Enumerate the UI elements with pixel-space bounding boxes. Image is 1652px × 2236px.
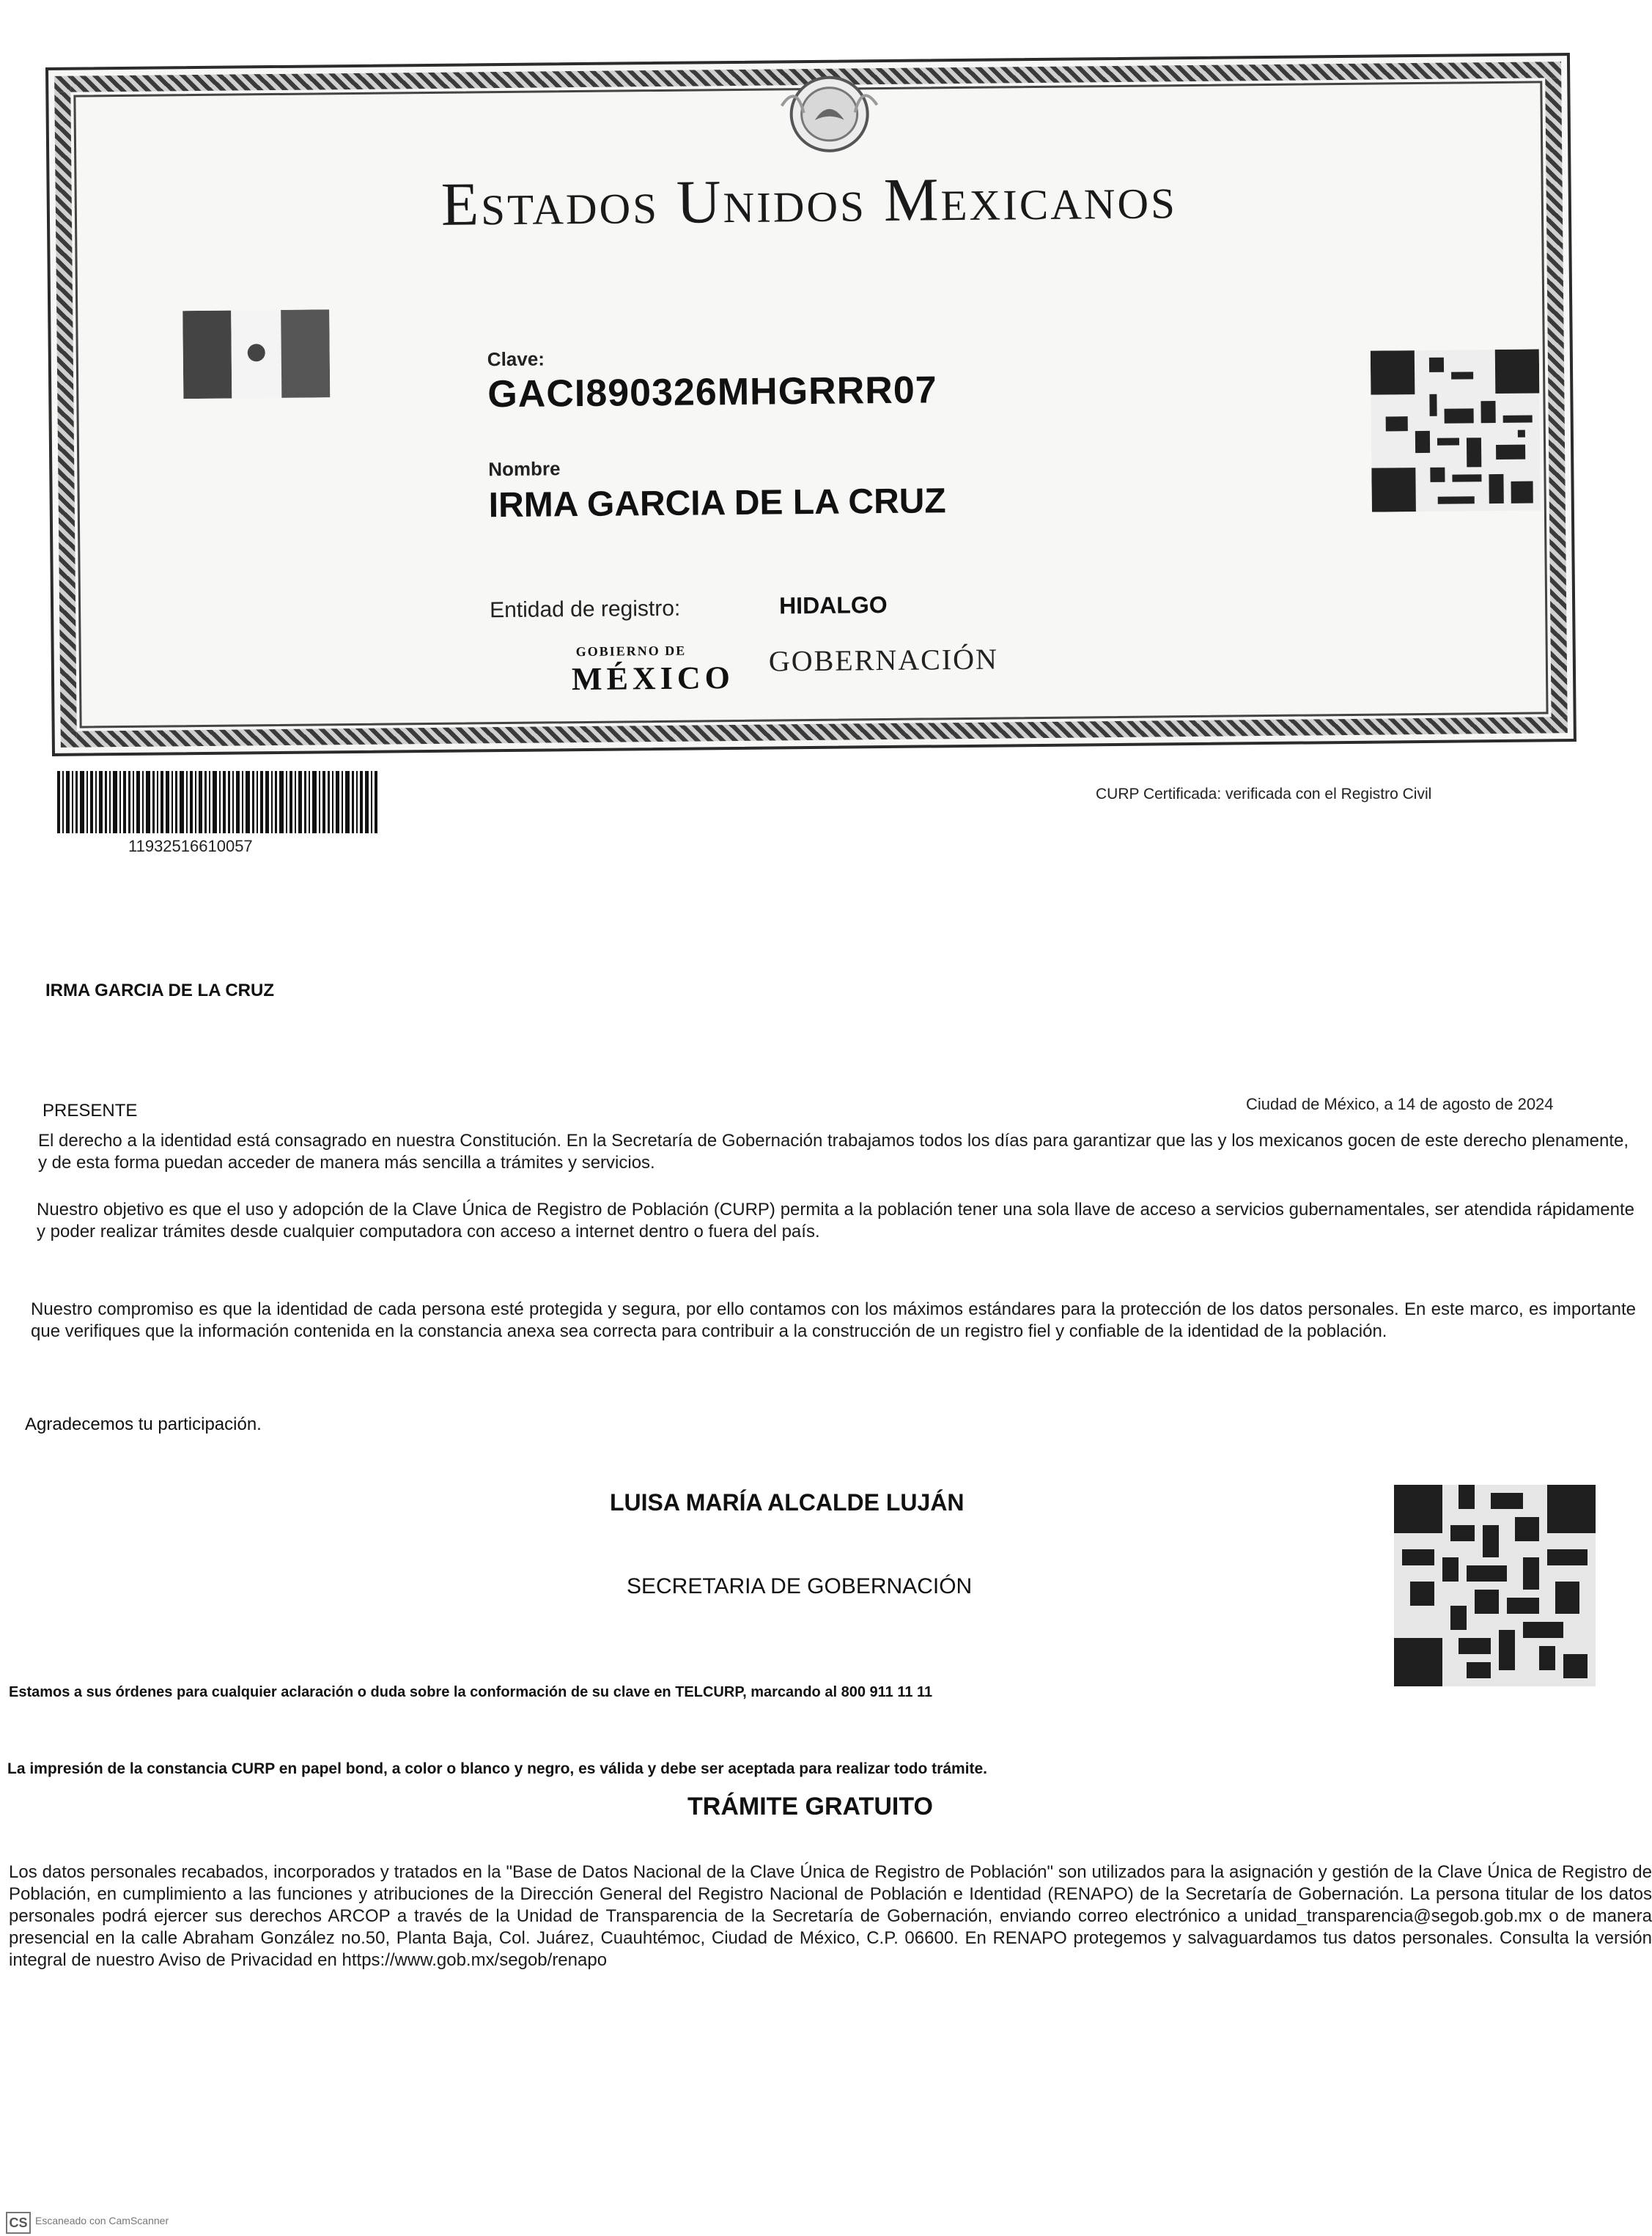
country-title: Estados Unidos Mexicanos (440, 163, 1178, 239)
signer-name: LUISA MARÍA ALCALDE LUJÁN (610, 1489, 965, 1516)
letter-date: Ciudad de México, a 14 de agosto de 2024 (1246, 1095, 1554, 1113)
recipient-name: IRMA GARCIA DE LA CRUZ (45, 981, 274, 1000)
signature-qr-code (1394, 1485, 1596, 1686)
paragraph-curp-objective: Nuestro objetivo es que el uso y adopción de la Clave Única de Registro de Población (CURP) permita a la población tener una sola llave de acceso a servicios gubernamentales, ser atendida rápidamente y poder realizar trámites desde cualquier computadora con acceso a internet dentro o fuera del país. (37, 1200, 1634, 1241)
nombre-label: Nombre (488, 457, 561, 481)
print-validity-line: La impresión de la constancia CURP en papel bond, a color o blanco y negro, es válida y debe ser aceptada para realizar todo trámite. (7, 1760, 988, 1777)
tramite-gratuito-heading: TRÁMITE GRATUITO (687, 1793, 933, 1820)
clave-value: GACI890326MHGRRR07 (487, 369, 937, 416)
gobernacion-text: GOBERNACIÓN (768, 642, 999, 678)
presente-label: PRESENTE (43, 1101, 138, 1121)
gobierno-small-text: GOBIERNO DE (575, 643, 687, 660)
camscanner-logo: CS (6, 2212, 31, 2234)
curp-verified-note: CURP Certificada: verificada con el Registro Civil (1096, 786, 1432, 802)
paragraph-identity-right: El derecho a la identidad está consagrado en nuestra Constitución. En la Secretaría de Gobernación trabajamos todos los días para garantizar que las y los mexicanos gocen de este derecho plenamente, y de esta forma puedan acceder de manera más sencilla a trámites y servicios. (38, 1131, 1629, 1173)
curp-certificate-card (45, 53, 1577, 756)
barcode-number: 11932516610057 (128, 837, 253, 855)
gobierno-mexico-logo: MÉXICO (571, 660, 735, 698)
entidad-label: Entidad de registro: (489, 596, 681, 623)
nombre-value: IRMA GARCIA DE LA CRUZ (488, 481, 946, 525)
entidad-value: HIDALGO (778, 591, 888, 619)
privacy-notice: Los datos personales recabados, incorporados y tratados en la "Base de Datos Nacional de la Clave Única de Registro de Población" son utilizados para la asignación y gestión de la Clave Única de Registro de Población, en cumplimiento a las funciones y atribuciones de la Dirección General del Registro Nacional de Población e Identidad (RENAPO) de la Secretaría de Gobernación. La persona titular de los datos personales podrá ejercer sus derechos ARCOP a través de la Unidad de Transparencia de la Secretaría de Gobernación, enviando correo electrónico a unidad_transparencia@segob.gob.mx o de manera presencial en la calle Abraham González no.50, Planta Baja, Col. Juárez, Cuauhtémoc, Ciudad de México, C.P. 06600. En RENAPO protegemos y salvaguardamos tus datos personales. Consulta la versión integral de nuestro Aviso de Privacidad en https://www.gob.mx/segob/renapo (9, 1862, 1652, 1970)
signer-title: SECRETARIA DE GOBERNACIÓN (627, 1574, 973, 1598)
camscanner-watermark: Escaneado con CamScanner (35, 2215, 169, 2226)
clave-label: Clave: (487, 347, 545, 371)
barcode-graphic (57, 771, 380, 833)
paragraph-data-protection: Nuestro compromiso es que la identidad de cada persona esté protegida y segura, por ello contamos con los máximos estándares para la protección de los datos personales. En este marco, es importante que verifiques que la información contenida en la constancia anexa sea correcta para contribuir a la construcción de un registro fiel y confiable de la identidad de la población. (31, 1299, 1636, 1341)
mexican-flag-icon (182, 309, 330, 399)
telcurp-line: Estamos a sus órdenes para cualquier aclaración o duda sobre la conformación de su clave en TELCURP, marcando al 800 911 11 11 (9, 1684, 933, 1700)
national-seal-icon (774, 68, 885, 157)
thanks-line: Agradecemos tu participación. (25, 1414, 262, 1434)
certificate-qr-code (1371, 349, 1541, 512)
